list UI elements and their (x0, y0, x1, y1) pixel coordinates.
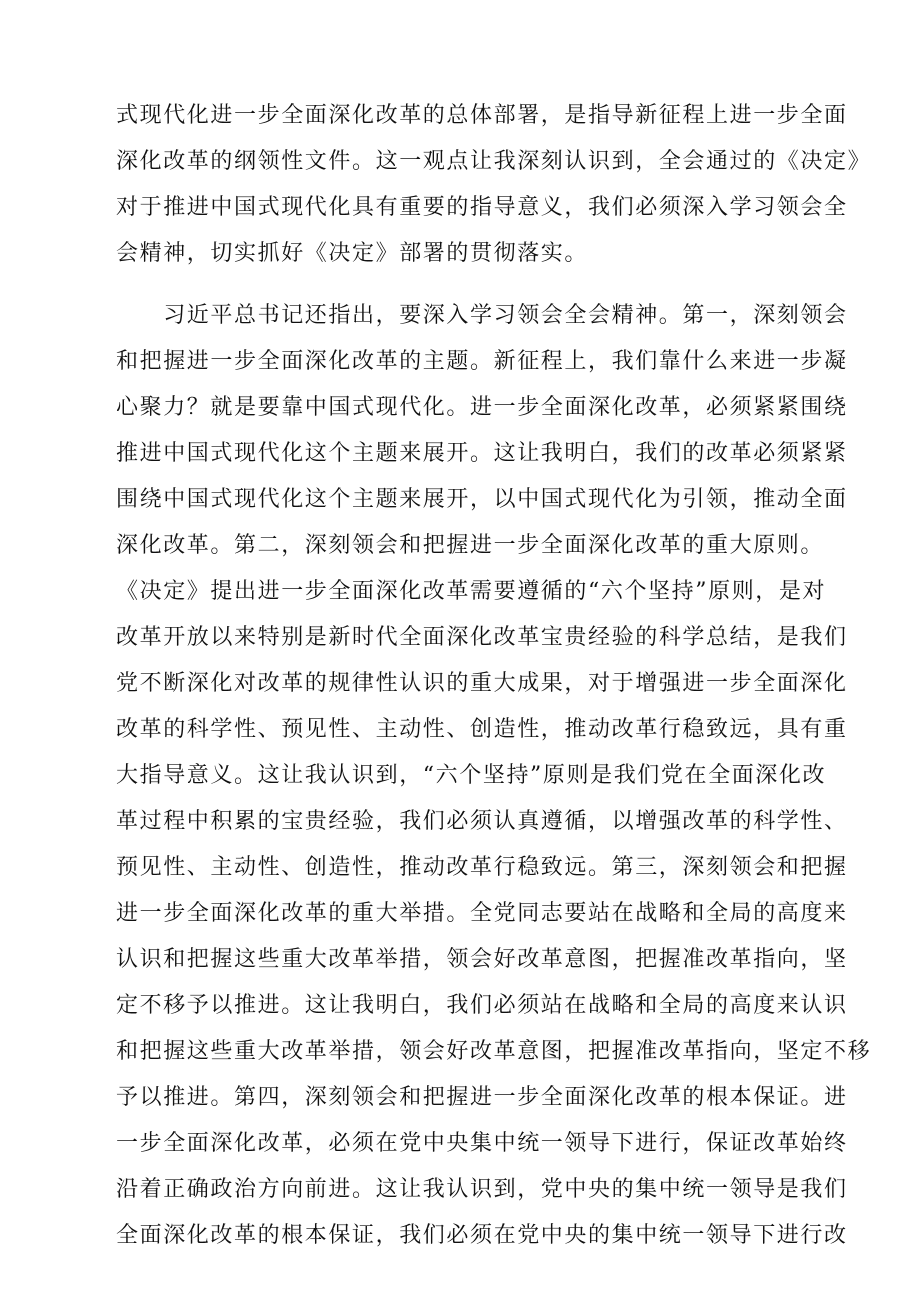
text-line-20: 定不移予以推进。这让我明白，我们必须站在战略和全局的高度来认识 (116, 993, 848, 1018)
text-line-7: 心聚力？就是要靠中国式现代化。进一步全面深化改革，必须紧紧围绕 (116, 395, 848, 420)
text-line-15: 大指导意义。这让我认识到，“六个坚持”原则是我们党在全面深化改 (116, 763, 827, 788)
text-line-12: 改革开放以来特别是新时代全面深化改革宝贵经验的科学总结，是我们 (116, 625, 848, 650)
text-line-17: 预见性、主动性、创造性，推动改革行稳致远。第三，深刻领会和把握 (116, 855, 848, 880)
text-line-4: 会精神，切实抓好《决定》部署的贯彻落实。 (116, 241, 589, 266)
text-line-8: 推进中国式现代化这个主题来展开。这让我明白，我们的改革必须紧紧 (116, 441, 848, 466)
text-line-2: 深化改革的纲领性文件。这一观点让我深刻认识到，全会通过的《决定》 (116, 149, 872, 174)
text-line-16: 革过程中积累的宝贵经验，我们必须认真遵循，以增强改革的科学性、 (116, 809, 848, 834)
text-line-25: 全面深化改革的根本保证，我们必须在党中央的集中统一领导下进行改 (116, 1223, 848, 1248)
text-line-21: 和把握这些重大改革举措，领会好改革意图，把握准改革指向，坚定不移 (116, 1039, 872, 1064)
text-line-13: 党不断深化对改革的规律性认识的重大成果，对于增强进一步全面深化 (116, 671, 848, 696)
text-line-18: 进一步全面深化改革的重大举措。全党同志要站在战略和全局的高度来 (116, 901, 848, 926)
text-line-1: 式现代化进一步全面深化改革的总体部署，是指导新征程上进一步全面 (116, 103, 848, 128)
text-line-10: 深化改革。第二，深刻领会和把握进一步全面深化改革的重大原则。 (116, 533, 825, 558)
text-line-19: 认识和把握这些重大改革举措，领会好改革意图，把握准改革指向，坚 (116, 947, 848, 972)
text-line-6: 和把握进一步全面深化改革的主题。新征程上，我们靠什么来进一步凝 (116, 349, 848, 374)
text-line-22: 予以推进。第四，深刻领会和把握进一步全面深化改革的根本保证。进 (116, 1085, 848, 1110)
text-line-11: 《决定》提出进一步全面深化改革需要遵循的“六个坚持”原则，是对 (116, 579, 827, 604)
text-line-23: 一步全面深化改革，必须在党中央集中统一领导下进行，保证改革始终 (116, 1131, 848, 1156)
text-line-9: 围绕中国式现代化这个主题来展开，以中国式现代化为引领，推动全面 (116, 487, 848, 512)
text-line-5: 习近平总书记还指出，要深入学习领会全会精神。第一，深刻领会 (116, 303, 848, 328)
text-line-14: 改革的科学性、预见性、主动性、创造性，推动改革行稳致远，具有重 (116, 717, 848, 742)
text-line-24: 沿着正确政治方向前进。这让我认识到，党中央的集中统一领导是我们 (116, 1177, 848, 1202)
text-line-3: 对于推进中国式现代化具有重要的指导意义，我们必须深入学习领会全 (116, 195, 848, 220)
